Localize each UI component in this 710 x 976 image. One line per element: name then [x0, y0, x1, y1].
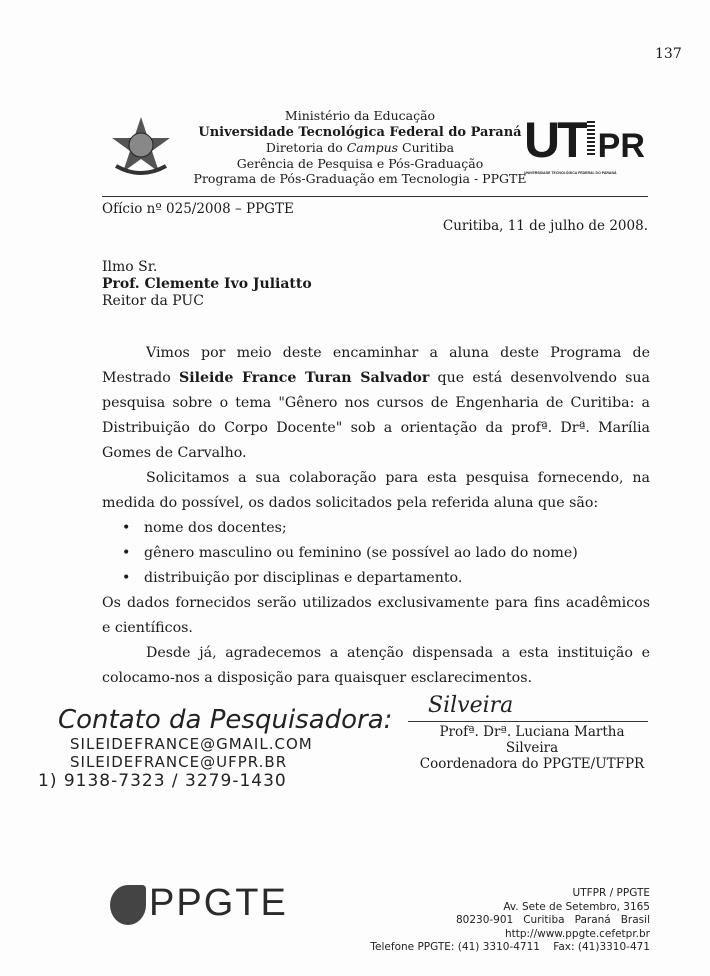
- footer-org: UTFPR / PPGTE: [572, 887, 650, 899]
- list-item: • nome dos docentes;: [122, 516, 650, 541]
- oficio-number: Ofício nº 025/2008 – PPGTE: [102, 201, 294, 217]
- footer-phone: Telefone PPGTE: (41) 3310-4711 Fax: (41)3310-471: [370, 941, 650, 953]
- signature-scribble: Silveira: [428, 693, 514, 718]
- utfpr-logo: UT PR UNIVERSIDADE TECNOLÓGICA FEDERAL DO PARANÁ: [524, 112, 645, 175]
- salutation: Ilmo Sr.: [102, 259, 158, 275]
- handwritten-email-1: SILEIDEFRANCE@GMAIL.COM: [70, 735, 313, 753]
- handwritten-phones: 1) 9138-7323 / 3279-1430: [38, 771, 287, 791]
- footer-city: 80230-901 Curitiba Paraná Brasil: [455, 914, 650, 926]
- handwritten-title: Contato da Pesquisadora:: [58, 705, 393, 735]
- handwritten-email-2: SILEIDEFRANCE@UFPR.BR: [70, 753, 288, 771]
- paragraph-3: Os dados fornecidos serão utilizados exclusivamente para fins acadêmicos e científicos.: [102, 595, 650, 636]
- letterhead: [190, 108, 530, 187]
- university-line: Universidade Tecnológica Federal do Paraná: [198, 124, 522, 140]
- letter-date: Curitiba, 11 de julho de 2008.: [442, 218, 648, 234]
- paragraph-4: Desde já, agradecemos a atenção dispensada a esta instituição e colocamo-nos a disposição para quaisquer esclarecimentos.: [102, 645, 650, 686]
- paragraph-1: Vimos por meio deste encaminhar a aluna deste Programa de Mestrado Sileide France Turan Salvador que está desenvolvendo sua pesquisa sobre o tema "Gênero nos cursos de Engenharia de Curitiba: a Distribuição do Corpo Docente" sob a orientação da profª. Drª. Marília Gomes de Carvalho.: [102, 345, 650, 461]
- ppgte-logo: PPGTE: [110, 882, 288, 925]
- recipient-title: Reitor da PUC: [102, 293, 204, 309]
- footer-address: [370, 887, 650, 955]
- requested-data-list: [102, 516, 650, 591]
- list-item: • gênero masculino ou feminino (se possível ao lado do nome): [122, 541, 650, 566]
- footer-website-link[interactable]: http://www.ppgte.cefetpr.br: [504, 927, 650, 940]
- recipient-name: Prof. Clemente Ivo Juliatto: [102, 276, 312, 292]
- recipient-block: [102, 259, 312, 310]
- paragraph-2: Solicitamos a sua colaboração para esta pesquisa fornecendo, na medida do possível, os dados solicitados pela referida aluna que são:: [102, 470, 650, 511]
- signature-line: [408, 721, 648, 722]
- signature-block: [412, 724, 652, 772]
- flame-icon: [110, 885, 146, 925]
- campus-line: Diretoria do Campus Curitiba: [265, 140, 455, 155]
- signer-name: Profª. Drª. Luciana Martha Silveira: [439, 724, 625, 756]
- ministry-line: Ministério da Educação: [284, 108, 436, 123]
- footer-street: Av. Sete de Setembro, 3165: [503, 900, 650, 913]
- header-divider: [102, 196, 648, 197]
- handwritten-contact: [38, 705, 393, 791]
- department-line: Gerência de Pesquisa e Pós-Graduação: [236, 155, 484, 171]
- program-line: Programa de Pós-Graduação em Tecnologia - PPGTE: [193, 171, 527, 186]
- list-item: • distribuição por disciplinas e departamento.: [122, 566, 650, 591]
- brazil-coat-of-arms-icon: [108, 114, 174, 180]
- letter-body: [102, 341, 650, 691]
- signer-role: Coordenadora do PPGTE/UTFPR: [419, 756, 645, 772]
- page-number: 137: [655, 46, 682, 62]
